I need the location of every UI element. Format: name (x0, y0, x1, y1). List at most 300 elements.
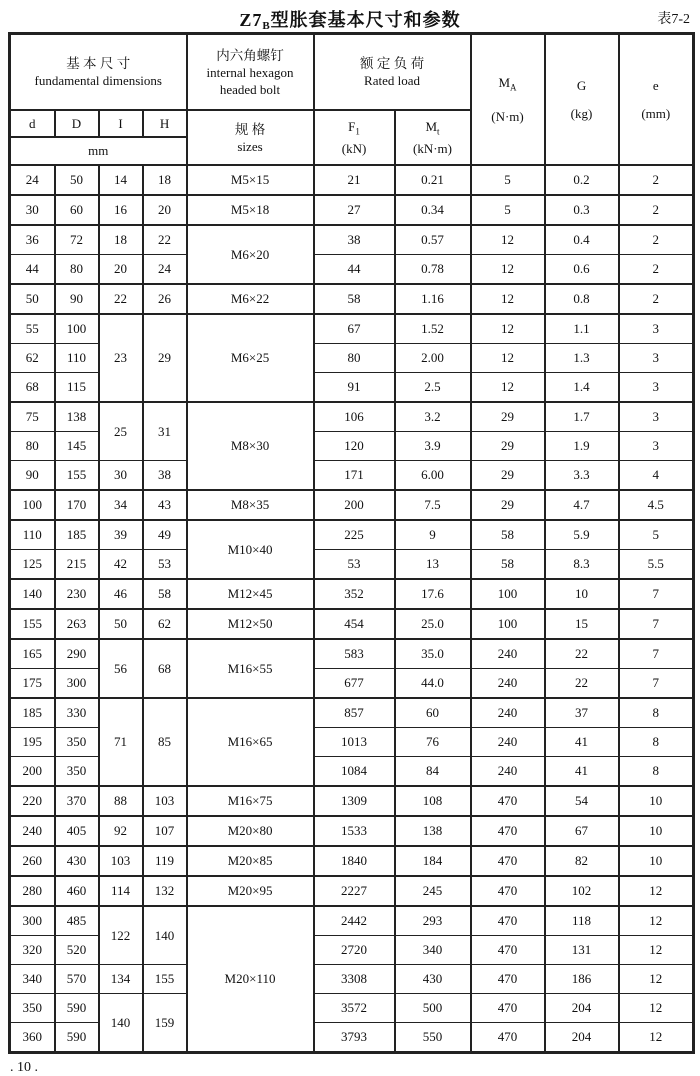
header-e (619, 34, 694, 166)
table-cell: 60 (55, 195, 99, 225)
table-cell: 1309 (314, 786, 395, 816)
table-cell: M16×55 (187, 639, 314, 698)
table-cell: 470 (471, 1023, 545, 1053)
table-cell: 7 (619, 579, 694, 609)
table-cell: 30 (99, 461, 143, 491)
header-col-I: I (99, 110, 143, 137)
table-cell: 330 (55, 698, 99, 728)
table-cell: 857 (314, 698, 395, 728)
table-row (10, 994, 694, 1023)
table-cell: 260 (10, 846, 55, 876)
header-load-cn: 额 定 负 荷 (359, 56, 425, 71)
header-ma-unit: (N·m) (491, 108, 524, 124)
table-cell: M20×95 (187, 876, 314, 906)
table-row (10, 876, 694, 906)
table-cell: 122 (99, 906, 143, 965)
table-cell: 13 (395, 550, 471, 580)
table-cell: 134 (99, 965, 143, 994)
table-cell: 30 (10, 195, 55, 225)
header-mt-unit: (kN·m) (413, 141, 453, 157)
header-ma (471, 34, 545, 166)
table-cell: 470 (471, 965, 545, 994)
table-cell: 75 (10, 402, 55, 432)
header-dims-en: fundamental dimensions (34, 73, 162, 88)
table-row (10, 906, 694, 936)
table-cell: 3308 (314, 965, 395, 994)
table-cell: 12 (471, 225, 545, 255)
table-cell: 31 (143, 402, 187, 461)
table-cell: M5×18 (187, 195, 314, 225)
table-cell: 300 (55, 669, 99, 699)
header-bolt-en1: internal hexagon (206, 64, 294, 80)
table-cell: 0.78 (395, 255, 471, 285)
header-sizes-cn: 规 格 (234, 121, 266, 137)
table-cell: 12 (471, 344, 545, 373)
table-cell: 4 (619, 461, 694, 491)
table-cell: 92 (99, 816, 143, 846)
table-cell: 12 (471, 284, 545, 314)
table-cell: 159 (143, 994, 187, 1053)
table-cell: 2 (619, 284, 694, 314)
page-title (0, 6, 700, 32)
table-cell: 76 (395, 728, 471, 757)
table-cell: 35.0 (395, 639, 471, 669)
table-cell: 0.4 (545, 225, 619, 255)
table-cell: 3 (619, 432, 694, 461)
table-row (10, 402, 694, 432)
table-cell: 0.57 (395, 225, 471, 255)
table-cell: 454 (314, 609, 395, 639)
table-cell: 0.8 (545, 284, 619, 314)
table-cell: 4.5 (619, 490, 694, 520)
table-cell: 352 (314, 579, 395, 609)
table-cell: 131 (545, 936, 619, 965)
table-cell: 1013 (314, 728, 395, 757)
table-cell: 3 (619, 314, 694, 344)
table-cell: 204 (545, 994, 619, 1023)
header-bolt-en2: headed bolt (219, 81, 281, 97)
table-cell: 9 (395, 520, 471, 550)
table-cell: 170 (55, 490, 99, 520)
table-cell: M16×75 (187, 786, 314, 816)
table-row (10, 255, 694, 285)
table-cell: 138 (55, 402, 99, 432)
table-cell: 62 (10, 344, 55, 373)
table-cell: 2.00 (395, 344, 471, 373)
table-cell: 24 (143, 255, 187, 285)
table-cell: M16×65 (187, 698, 314, 786)
table-cell: 90 (55, 284, 99, 314)
table-cell: 240 (471, 728, 545, 757)
table-cell: 5 (619, 520, 694, 550)
table-cell: M20×80 (187, 816, 314, 846)
table-row (10, 846, 694, 876)
header-mt (395, 110, 471, 165)
table-row (10, 314, 694, 344)
header-rated-load (314, 34, 471, 111)
table-cell: 12 (619, 876, 694, 906)
table-cell: 0.21 (395, 165, 471, 195)
table-cell: 82 (545, 846, 619, 876)
table-cell: M6×20 (187, 225, 314, 284)
table-cell: 85 (143, 698, 187, 786)
table-cell: 54 (545, 786, 619, 816)
table-cell: 29 (471, 461, 545, 491)
table-cell: 88 (99, 786, 143, 816)
table-cell: 677 (314, 669, 395, 699)
table-cell: 7 (619, 639, 694, 669)
table-row (10, 698, 694, 728)
table-cell: 460 (55, 876, 99, 906)
table-row (10, 550, 694, 580)
header-mt-symbol: $M_t$ (425, 118, 440, 137)
table-cell: 80 (10, 432, 55, 461)
table-cell: 290 (55, 639, 99, 669)
header-col-d: d (10, 110, 55, 137)
table-cell: 58 (471, 520, 545, 550)
table-cell: 240 (471, 757, 545, 787)
table-cell: 106 (314, 402, 395, 432)
table-cell: 102 (545, 876, 619, 906)
table-cell: 5 (471, 195, 545, 225)
table-cell: 1.7 (545, 402, 619, 432)
table-cell: 15 (545, 609, 619, 639)
table-row (10, 284, 694, 314)
table-cell: 14 (99, 165, 143, 195)
table-cell: 195 (10, 728, 55, 757)
table-cell: 38 (143, 461, 187, 491)
table-cell: 68 (10, 373, 55, 403)
table-cell: 29 (471, 402, 545, 432)
table-cell: M8×30 (187, 402, 314, 490)
table-cell: 340 (395, 936, 471, 965)
table-cell: 2 (619, 195, 694, 225)
table-cell: 39 (99, 520, 143, 550)
table-row (10, 609, 694, 639)
table-cell: 119 (143, 846, 187, 876)
header-e-unit: (mm) (641, 106, 671, 121)
table-cell: M12×50 (187, 609, 314, 639)
table-cell: 29 (143, 314, 187, 402)
table-cell: 590 (55, 1023, 99, 1053)
table-cell: 29 (471, 432, 545, 461)
table-cell: 165 (10, 639, 55, 669)
table-cell: 0.2 (545, 165, 619, 195)
table-body (10, 165, 694, 1053)
header-load-en: Rated load (364, 73, 420, 88)
table-cell: 215 (55, 550, 99, 580)
table-cell: 340 (10, 965, 55, 994)
title-text: 型胀套基本尺寸和参数 (270, 10, 461, 30)
table-cell: 470 (471, 936, 545, 965)
table-cell: 3.9 (395, 432, 471, 461)
table-cell: M20×85 (187, 846, 314, 876)
table-cell: 118 (545, 906, 619, 936)
table-cell: 100 (471, 609, 545, 639)
table-cell: 67 (545, 816, 619, 846)
header-bolt-cn: 内六角螺钉 (216, 47, 284, 63)
table-cell: 1840 (314, 846, 395, 876)
table-cell: 470 (471, 786, 545, 816)
table-cell: 470 (471, 876, 545, 906)
table-cell: 58 (143, 579, 187, 609)
table-cell: 155 (143, 965, 187, 994)
table-cell: 470 (471, 906, 545, 936)
table-cell: 67 (314, 314, 395, 344)
table-cell: 25 (99, 402, 143, 461)
table-cell: 184 (395, 846, 471, 876)
table-cell: M12×45 (187, 579, 314, 609)
table-cell: 41 (545, 757, 619, 787)
table-row (10, 195, 694, 225)
table-cell: 7 (619, 609, 694, 639)
table-cell: 53 (143, 550, 187, 580)
header-ma-symbol: $M_A$ (498, 75, 517, 93)
table-cell: 110 (10, 520, 55, 550)
table-cell: 1084 (314, 757, 395, 787)
table-cell: 58 (314, 284, 395, 314)
table-cell: 34 (99, 490, 143, 520)
header-col-H: H (143, 110, 187, 137)
table-cell: 550 (395, 1023, 471, 1053)
table-cell: 2.5 (395, 373, 471, 403)
table-cell: 10 (619, 816, 694, 846)
header-g-symbol: G (576, 78, 587, 93)
header-f1 (314, 110, 395, 165)
table-cell: 3793 (314, 1023, 395, 1053)
table-cell: 230 (55, 579, 99, 609)
table-cell: 2442 (314, 906, 395, 936)
table-cell: 25.0 (395, 609, 471, 639)
table-cell: 430 (55, 846, 99, 876)
table-cell: 8.3 (545, 550, 619, 580)
title-prefix: Z7 (239, 10, 263, 30)
table-cell: 240 (471, 669, 545, 699)
table-cell: 140 (143, 906, 187, 965)
table-cell: 3.3 (545, 461, 619, 491)
table-cell: 12 (619, 994, 694, 1023)
table-cell: 5 (471, 165, 545, 195)
table-cell: 185 (10, 698, 55, 728)
table-row (10, 520, 694, 550)
table-cell: 220 (10, 786, 55, 816)
table-cell: 22 (99, 284, 143, 314)
table-cell: 103 (143, 786, 187, 816)
table-cell: 155 (10, 609, 55, 639)
table-cell: M6×22 (187, 284, 314, 314)
table-cell: 18 (99, 225, 143, 255)
table-cell: 100 (471, 579, 545, 609)
header-mm-unit: mm (10, 137, 187, 165)
table-cell: 280 (10, 876, 55, 906)
table-cell: 50 (55, 165, 99, 195)
table-cell: 470 (471, 846, 545, 876)
table-cell: 46 (99, 579, 143, 609)
table-cell: 200 (10, 757, 55, 787)
table-cell: 2720 (314, 936, 395, 965)
header-g (545, 34, 619, 166)
table-cell: 132 (143, 876, 187, 906)
table-cell: 62 (143, 609, 187, 639)
header-f1-unit: (kN) (341, 141, 367, 157)
table-cell: 1.3 (545, 344, 619, 373)
table-cell: 2 (619, 225, 694, 255)
table-cell: 58 (471, 550, 545, 580)
table-cell: 44 (10, 255, 55, 285)
header-f1-symbol: $F_1$ (348, 118, 360, 137)
table-cell: 240 (471, 698, 545, 728)
table-cell: 17.6 (395, 579, 471, 609)
table-cell: 100 (55, 314, 99, 344)
table-cell: 10 (619, 786, 694, 816)
table-cell: 115 (55, 373, 99, 403)
table-cell: 3 (619, 402, 694, 432)
table-cell: 1.16 (395, 284, 471, 314)
table-cell: 29 (471, 490, 545, 520)
page-number: . 10 . (10, 1060, 38, 1075)
header-sizes (187, 110, 314, 165)
table-cell: 360 (10, 1023, 55, 1053)
table-cell: 22 (545, 639, 619, 669)
table-cell: 110 (55, 344, 99, 373)
table-cell: 204 (545, 1023, 619, 1053)
table-cell: 350 (55, 757, 99, 787)
table-cell: 370 (55, 786, 99, 816)
table-cell: 44 (314, 255, 395, 285)
table-cell: 37 (545, 698, 619, 728)
table-cell: 3.2 (395, 402, 471, 432)
table-cell: 55 (10, 314, 55, 344)
table-row (10, 786, 694, 816)
table-cell: 12 (471, 255, 545, 285)
table-row (10, 816, 694, 846)
table-cell: 7 (619, 669, 694, 699)
table-cell: 20 (99, 255, 143, 285)
table-cell: 583 (314, 639, 395, 669)
table-row (10, 639, 694, 669)
table-cell: 12 (471, 373, 545, 403)
table-cell: 27 (314, 195, 395, 225)
table-cell: 12 (619, 906, 694, 936)
table-row (10, 579, 694, 609)
table-cell: 21 (314, 165, 395, 195)
table-row (10, 965, 694, 994)
table-header (10, 34, 694, 166)
table-cell: M6×25 (187, 314, 314, 402)
table-cell: 41 (545, 728, 619, 757)
table-cell: 12 (471, 314, 545, 344)
table-cell: 0.3 (545, 195, 619, 225)
table-cell: 590 (55, 994, 99, 1023)
table-cell: 43 (143, 490, 187, 520)
header-e-symbol: e (652, 78, 659, 93)
table-cell: 8 (619, 698, 694, 728)
table-cell: 49 (143, 520, 187, 550)
table-cell: M10×40 (187, 520, 314, 579)
table-cell: 50 (99, 609, 143, 639)
table-cell: 120 (314, 432, 395, 461)
table-cell: 8 (619, 757, 694, 787)
table-cell: 3 (619, 373, 694, 403)
table-cell: 24 (10, 165, 55, 195)
table-cell: 200 (314, 490, 395, 520)
title-subscript: B (262, 20, 271, 32)
table-cell: 80 (314, 344, 395, 373)
table-cell: 107 (143, 816, 187, 846)
table-cell: 186 (545, 965, 619, 994)
table-cell: 23 (99, 314, 143, 402)
table-cell: 16 (99, 195, 143, 225)
table-cell: 0.34 (395, 195, 471, 225)
table-cell: 26 (143, 284, 187, 314)
header-g-unit: (kg) (570, 106, 593, 121)
table-cell: 140 (99, 994, 143, 1053)
table-cell: 500 (395, 994, 471, 1023)
header-col-D: D (55, 110, 99, 137)
table-row (10, 461, 694, 491)
table-cell: 20 (143, 195, 187, 225)
table-cell: M5×15 (187, 165, 314, 195)
table-cell: 145 (55, 432, 99, 461)
table-cell: 1.1 (545, 314, 619, 344)
table-row (10, 225, 694, 255)
table-cell: 7.5 (395, 490, 471, 520)
table-cell: 485 (55, 906, 99, 936)
table-number-label: 表7-2 (657, 12, 690, 27)
table-cell: 3 (619, 344, 694, 373)
table-cell: 125 (10, 550, 55, 580)
table-cell: 18 (143, 165, 187, 195)
table-cell: M20×110 (187, 906, 314, 1053)
table-cell: 12 (619, 965, 694, 994)
table-cell: 350 (55, 728, 99, 757)
dimensions-parameters-table (8, 32, 695, 1054)
table-cell: 405 (55, 816, 99, 846)
table-cell: 155 (55, 461, 99, 491)
table-cell: 1.4 (545, 373, 619, 403)
table-cell: 225 (314, 520, 395, 550)
table-cell: 72 (55, 225, 99, 255)
table-cell: 12 (619, 1023, 694, 1053)
table-cell: 470 (471, 994, 545, 1023)
table-cell: 1.9 (545, 432, 619, 461)
table-cell: 71 (99, 698, 143, 786)
table-cell: 140 (10, 579, 55, 609)
table-cell: 114 (99, 876, 143, 906)
table-cell: 90 (10, 461, 55, 491)
header-fundamental-dimensions (10, 34, 187, 111)
table-cell: 103 (99, 846, 143, 876)
table-cell: 175 (10, 669, 55, 699)
table-cell: 108 (395, 786, 471, 816)
titlebar (0, 0, 700, 30)
header-dims-cn: 基 本 尺 寸 (66, 56, 131, 71)
table-row (10, 490, 694, 520)
table-cell: 12 (619, 936, 694, 965)
table-cell: 350 (10, 994, 55, 1023)
table-cell: 171 (314, 461, 395, 491)
table-cell: 84 (395, 757, 471, 787)
table-cell: 1533 (314, 816, 395, 846)
table-cell: 22 (545, 669, 619, 699)
table-cell: 0.6 (545, 255, 619, 285)
table-cell: 10 (619, 846, 694, 876)
table-cell: 8 (619, 728, 694, 757)
table-cell: 240 (10, 816, 55, 846)
table-row (10, 165, 694, 195)
table-cell: 53 (314, 550, 395, 580)
table-cell: 38 (314, 225, 395, 255)
